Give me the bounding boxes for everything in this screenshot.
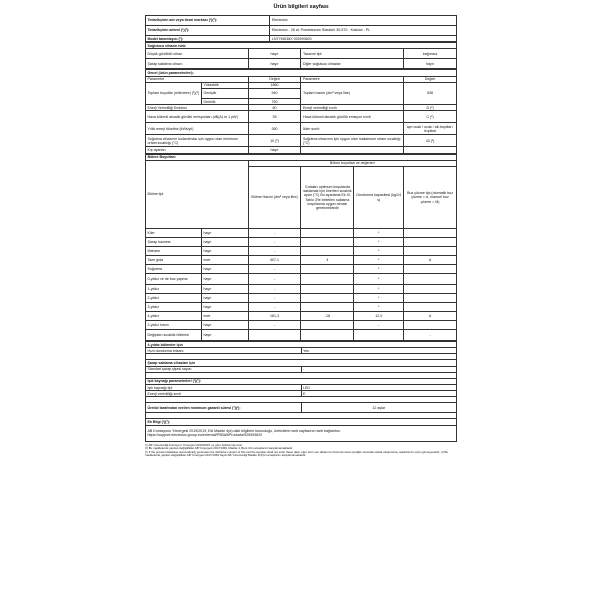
table-row xyxy=(146,330,457,341)
appliance-type-row-1 xyxy=(146,49,457,59)
compartment-present: hayır xyxy=(201,330,248,341)
table-row xyxy=(146,247,457,256)
compartment-present: hayır xyxy=(201,238,248,247)
compartment-present: hayır xyxy=(201,229,248,238)
compartment-freeze: * xyxy=(354,303,404,312)
supplier-name-row xyxy=(146,16,457,26)
climate-label: İklim sınıfı: xyxy=(301,123,404,135)
table-row xyxy=(146,312,457,321)
eei-value: 80 xyxy=(248,105,301,111)
winter-empty-1 xyxy=(301,147,404,153)
depth-value: 750 xyxy=(248,99,301,105)
table-row xyxy=(146,303,457,312)
table-row xyxy=(146,238,457,247)
compartment-defrost xyxy=(404,285,457,294)
compartment-name: Değişken sıcaklık bölmesi xyxy=(146,330,202,341)
compartment-volume: - xyxy=(248,285,301,294)
compartment-name: 0-yıldız ve de buz yapma xyxy=(146,274,202,285)
wine-label: Şarap saklama cihazı: xyxy=(146,59,249,69)
compartment-freeze xyxy=(354,330,404,341)
compartment-temp: 4 xyxy=(301,256,354,265)
compartment-temp xyxy=(301,294,354,303)
compartment-volume xyxy=(248,330,301,341)
table-row xyxy=(146,321,457,330)
extra-info-row xyxy=(146,425,457,441)
compartment-defrost xyxy=(404,303,457,312)
compartment-defrost xyxy=(404,265,457,274)
compartment-name: 2-yıldız kısmı xyxy=(146,321,202,330)
compartment-volume: - xyxy=(248,274,301,285)
compartment-present: hayır xyxy=(201,265,248,274)
compartment-defrost xyxy=(404,229,457,238)
compartment-volume: - xyxy=(248,238,301,247)
compartment-freeze: 12,0 xyxy=(354,312,404,321)
compartment-temp xyxy=(301,303,354,312)
other-value: hayır xyxy=(404,59,457,69)
compartment-defrost: A xyxy=(404,312,457,321)
general-header: Genel (ürün parametreleri): xyxy=(146,70,457,76)
compartment-volume: - xyxy=(248,247,301,256)
max-temp-value: 43 (²) xyxy=(404,135,457,147)
compartment-defrost-header: Buz çözme tipi (otomatik buz çözme = A, manuel buz çözme = M) xyxy=(404,167,457,229)
min-temp-value: 10 (²) xyxy=(248,135,301,147)
compartment-rows xyxy=(146,229,457,341)
height-value: 1860 xyxy=(248,82,301,88)
compartment-present: hayır xyxy=(201,274,248,285)
compartment-present: evet xyxy=(201,256,248,265)
table-row xyxy=(146,274,457,285)
compartment-name: Mahzen xyxy=(146,247,202,256)
light-type-label: Işık kaynağı tipi xyxy=(146,385,302,391)
ambient-temp-row xyxy=(146,135,457,147)
compartment-freeze: * xyxy=(354,265,404,274)
param-col-header: Parametre xyxy=(146,76,249,82)
compartment-temp xyxy=(301,330,354,341)
compartment-freeze: * xyxy=(354,247,404,256)
noise-value: 39 xyxy=(248,111,301,123)
compartment-name: Şarap haznesi xyxy=(146,238,202,247)
wine-header: Şarap saklama cihazları için xyxy=(146,360,457,366)
general-parameters-table xyxy=(145,69,457,153)
volume-label: Toplam hacim (dm³ veya litre) xyxy=(301,82,404,104)
model-value: LNT7MD38X 925993820 xyxy=(270,36,457,42)
max-temp-label: Soğutma cihazının için uygun olan maksimum ortam sıcaklığı (°C) xyxy=(301,135,404,147)
energy-class-value: D (²) xyxy=(404,105,457,111)
annual-energy-label: Yıllık enerji tüketimi (kWs/yıl) xyxy=(146,123,249,135)
compartment-volume: - xyxy=(248,303,301,312)
compartment-temp xyxy=(301,274,354,285)
supplier-address-row xyxy=(146,26,457,36)
dimensions-label: Toplam boyutlar (milimetre) (¹)(²) xyxy=(146,82,202,104)
compartment-volume: - xyxy=(248,229,301,238)
compartment-volume: 161,3 xyxy=(248,312,301,321)
compartment-name: Soğutma xyxy=(146,265,202,274)
compartment-volume: - xyxy=(248,294,301,303)
compartment-freeze: * xyxy=(354,229,404,238)
annual-energy-value: 260 xyxy=(248,123,301,135)
table-row xyxy=(146,265,457,274)
compartments-table xyxy=(145,154,457,341)
compartment-defrost xyxy=(404,321,457,330)
compartment-present: hayır xyxy=(201,247,248,256)
compartment-name: 4-yıldız xyxy=(146,312,202,321)
compartment-freeze: * xyxy=(354,285,404,294)
footnotes xyxy=(145,444,457,458)
compartment-defrost xyxy=(404,274,457,285)
compartment-volume: - xyxy=(248,321,301,330)
compartment-defrost xyxy=(404,238,457,247)
appliance-type-header: Soğutucu cihazın türü: xyxy=(146,43,457,49)
compartment-params-header: Bölme boyutları ve değerleri xyxy=(248,160,456,166)
depth-label: Derinlik xyxy=(201,99,248,105)
footnote-3: (³) If the product database automatically generates the definitive content of this cell the supplier shall not enter these data, eğer ürün veri tabanı bu hücrenin kesin içeriğini otomatik olarak oluşturursa, tedarikçi bu veriyi girmeyecektir. (²) Bu maddelerde yapılan değişiklikler AB Yönergesi 2017/1369 Sayılı AB Yönetmeliği Madde 4(4)'ün amaçlarını karşılamamaktadır. xyxy=(145,449,449,458)
light-class-value: E xyxy=(301,391,457,397)
footnote-2: (²) Bu maddelerde yapılan değişiklikler AB Yönergesi 2017/1369, Madde 4, Bent 4'ün amaçlarını karşılamamaktadır. xyxy=(145,446,294,451)
compartment-defrost: A xyxy=(404,256,457,265)
min-temp-label: Soğutma cihazının kullanılması için uygun olan minimum ortam sıcaklığı (°C) xyxy=(146,135,249,147)
compartment-temp xyxy=(301,321,354,330)
compartment-temp xyxy=(301,265,354,274)
noise-label: Hava kökenli akustik gürültü emisyonları (dB(A) re 1 pW) xyxy=(146,111,249,123)
appliance-type-row-2 xyxy=(146,59,457,69)
table-row xyxy=(146,229,457,238)
compartment-temp: -18 xyxy=(301,312,354,321)
compartment-name: 2-yıldız xyxy=(146,294,202,303)
compartment-present: hayır xyxy=(201,294,248,303)
wine-bottles-value: - xyxy=(301,366,457,372)
winter-value: hayır xyxy=(248,147,301,153)
compartment-freeze: * xyxy=(354,238,404,247)
compartment-defrost xyxy=(404,294,457,303)
compartment-freeze: - xyxy=(354,321,404,330)
compartment-present: hayır xyxy=(201,321,248,330)
energy-class-label: Enerji verimliliği sınıfı xyxy=(301,105,404,111)
compartment-volume-header: Bölme Hacmi (dm³ veya litre) xyxy=(248,167,301,229)
compartment-present: hayır xyxy=(201,285,248,294)
compartment-type-header: Bölme tipi xyxy=(146,160,249,228)
noise-class-value: C (²) xyxy=(404,111,457,123)
value-col-header-2: Değeri xyxy=(404,76,457,82)
low-noise-value: hayır xyxy=(248,49,301,59)
model-row xyxy=(146,36,457,42)
compartment-name: 1-yıldız xyxy=(146,285,202,294)
annual-energy-row xyxy=(146,123,457,135)
wine-bottles-label: Standart şarap şişesi sayısı xyxy=(146,366,302,372)
compartment-temp xyxy=(301,229,354,238)
compartment-freeze-header: Dondurma kapasitesi (kg/24 s) xyxy=(354,167,404,229)
warranty-value: 12 aylar xyxy=(301,403,457,413)
compartments-header: Bölme Boyutları: xyxy=(146,154,457,160)
compartment-freeze: * xyxy=(354,294,404,303)
compartment-defrost: - xyxy=(404,330,457,341)
four-star-table xyxy=(145,341,457,442)
value-col-header: Değeri xyxy=(248,76,301,82)
extra-info-header: Ek Bilgi (¹)(²): xyxy=(146,419,457,425)
light-class-label: Enerji verimliliği sınıfı xyxy=(146,391,302,397)
noise-class-label: Hava kökenli akustik gürültü emisyon sınıfı xyxy=(301,111,404,123)
light-header: Işık kaynağı parametreleri (¹)(²): xyxy=(146,378,457,384)
width-label: Genişlik xyxy=(201,89,248,99)
low-noise-label: Düşük gürültülü cihaz: xyxy=(146,49,249,59)
param-col-header-2: Parametre xyxy=(301,76,404,82)
design-value: bağımsız xyxy=(404,49,457,59)
noise-row xyxy=(146,111,457,123)
supplier-table xyxy=(145,15,457,42)
supplier-address-value: Electrolux - 26 al. Powstanców Slaskich 30-570 - Kraków - PL xyxy=(270,26,457,36)
compartment-present: evet xyxy=(201,312,248,321)
width-value: 940 xyxy=(248,89,301,99)
appliance-type-table xyxy=(145,42,457,69)
compartment-defrost xyxy=(404,247,457,256)
light-type-value: LED xyxy=(301,385,457,391)
fast-freeze-label: Hızlı dondurma imkanı xyxy=(146,348,302,354)
compartment-name: Kiler xyxy=(146,229,202,238)
volume-value: 538 xyxy=(404,82,457,104)
supplier-name-value: Electrolux xyxy=(270,16,457,26)
compartment-name: Taze gıda xyxy=(146,256,202,265)
supplier-address-label: Tedarikçinin adresi (¹)(²): xyxy=(146,26,270,36)
product-information-sheet xyxy=(145,4,457,458)
warranty-label: Üretici tarafından verilen minimum garanti süresi (²)(³): xyxy=(146,403,302,413)
table-row xyxy=(146,285,457,294)
winter-empty-2 xyxy=(404,147,457,153)
table-row xyxy=(146,256,457,265)
compartment-temp xyxy=(301,238,354,247)
climate-value: ayn ocak / ocak / alt-tropikal / tropikal xyxy=(404,123,457,135)
compartment-freeze: * xyxy=(354,274,404,285)
winter-label: Kış ayarları xyxy=(146,147,249,153)
fast-freeze-value: Yes xyxy=(301,348,457,354)
compartment-temp xyxy=(301,285,354,294)
eei-label: Enerji Verimliliği Endeksi xyxy=(146,105,249,111)
other-label: Diğer soğutucu cihazlar: xyxy=(301,59,404,69)
winter-row xyxy=(146,147,457,153)
warranty-row xyxy=(146,403,457,413)
design-label: Tasarım tipi: xyxy=(301,49,404,59)
compartment-volume: 407,1 xyxy=(248,256,301,265)
height-label: Yükseklik xyxy=(201,82,248,88)
footnote-1: (¹) AB Yönetmeliği Komisyon Yönergesi 2019/2015 'ye göre belirlenmiş ürün xyxy=(145,442,243,447)
compartment-temp xyxy=(301,247,354,256)
extra-info-text: AB Komisyonu Yönergesi 2019/2019, Ekl Madde 4(a) daki bilgilerin bulunduğu, üreticilerin web sayfasının web bağlantısı: https://support.electrolux.group.eu/external/PSBAlt/Products/925993820 xyxy=(146,425,457,441)
compartment-freeze: * xyxy=(354,256,404,265)
supplier-name-label: Tedarikçinin adı veya ticari markası (¹)(²): xyxy=(146,16,270,26)
compartment-volume: - xyxy=(248,265,301,274)
compartment-name: 3-yıldız xyxy=(146,303,202,312)
page-title: Ürün bilgileri sayfası xyxy=(273,4,329,10)
model-label: Model tanımlayıcı (²): xyxy=(146,36,270,42)
table-row xyxy=(146,294,457,303)
compartment-temp-header: Gıdaları optimum koşullarda saklamak için önerilen sıcaklık ayarı (°C) Bu ayarlama Ek IV, Tablo 3'te belirtilen saklama koşullarına uygun olması gerekmektedir xyxy=(301,167,354,229)
height-row xyxy=(146,82,457,88)
four-star-header: 4-yıldız bölmeler için xyxy=(146,342,457,348)
wine-value: hayır xyxy=(248,59,301,69)
compartment-present: hayır xyxy=(201,303,248,312)
